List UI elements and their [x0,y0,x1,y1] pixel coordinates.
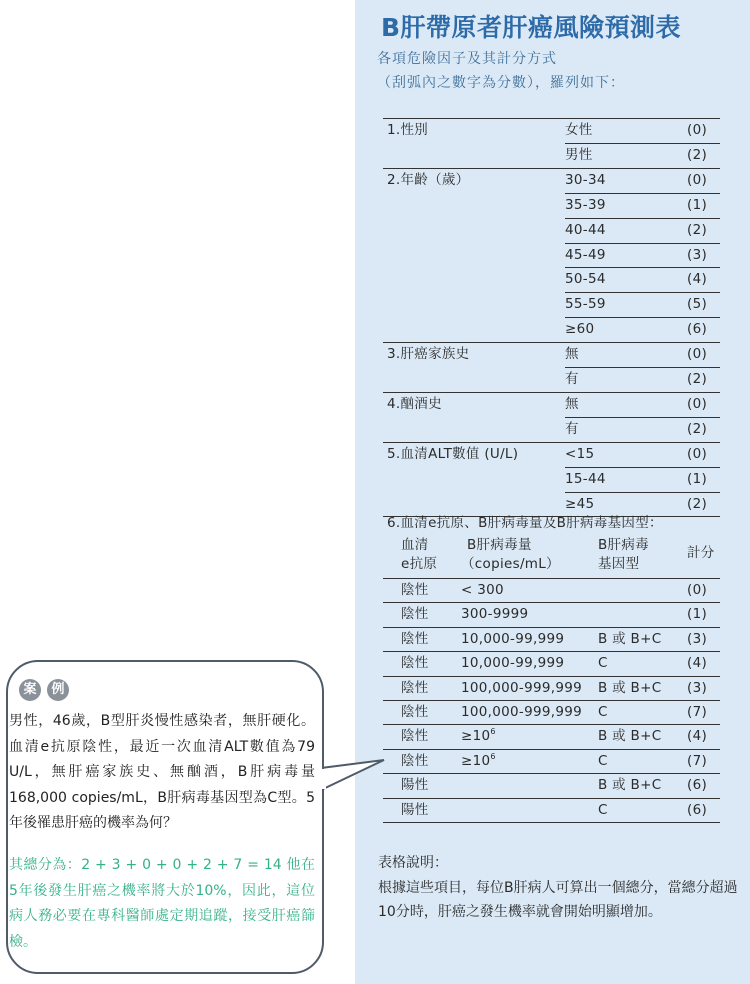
factor-option: 40-44 [565,221,606,238]
factor-option: 30-34 [565,171,606,188]
subtitle-factors: 各項危險因子及其計分方式 [377,51,557,67]
case-description: 男性，46歲，B型肝炎慢性感染者，無肝硬化。血清e抗原陰性，最近一次血清ALT數值為79 U/L，無肝癌家族史、無酗酒，B肝病毒量168,000 copies/mL，B肝病毒基因型為C型。5年後罹患肝癌的機率為何？ [9,713,315,831]
viral-load-cell: 100,000-999,999 [461,704,583,720]
page-title: B肝帶原者肝癌風險預測表 [381,13,682,42]
factor-option: 無 [565,346,579,363]
factor-label-gender: 1.性別 [387,122,429,138]
factor-label-alt: 5.血清ALT數值 (U/L) [387,445,519,462]
antigen-cell: 陰性 [401,728,429,745]
score-cell: (0) [687,582,708,598]
factor-score: (1) [687,196,708,213]
antigen-cell: 陰性 [401,679,429,696]
case-badge-1: 案 [19,679,41,701]
score-cell: (7) [687,704,708,720]
header-viral-load: B肝病毒量 [467,537,532,553]
notes-body: 根據這些項目，每位B肝病人可算出一個總分，當總分超過10分時，肝癌之發生機率就會開始明顯增加。 [378,880,738,920]
antigen-cell: 陽性 [401,777,429,794]
factor-label-virus: 6.血清e抗原、B肝病毒量及B肝病毒基因型： [387,515,663,531]
antigen-cell: 陽性 [401,801,429,818]
factor-score: (0) [687,395,708,412]
score-cell: (7) [687,752,708,769]
factor-score: (5) [687,296,708,313]
genotype-cell: B 或 B+C [598,679,662,696]
score-cell: (3) [687,679,708,696]
factor-option: 女性 [565,122,593,138]
factor-score: (2) [687,221,708,238]
factor-score: (2) [687,495,708,512]
score-cell: (6) [687,801,708,818]
factor-option: 無 [565,395,579,412]
genotype-cell: C [598,655,608,672]
antigen-cell: 陰性 [401,752,429,769]
factor-option: 50-54 [565,271,606,288]
factor-option: 有 [565,371,579,387]
antigen-cell: 陰性 [401,582,429,598]
factor-score: (4) [687,271,708,288]
antigen-cell: 陰性 [401,630,429,647]
factor-score: (1) [687,470,708,487]
case-badge-2: 例 [47,679,69,701]
header-viral-load: （copies/mL） [461,556,560,572]
factor-option: ≥45 [565,495,595,512]
header-genotype: 基因型 [598,556,640,572]
factor-option: 55-59 [565,296,606,313]
viral-load-cell: 100,000-999,999 [461,679,583,696]
factor-score: (2) [687,146,708,163]
factor-score: (0) [687,346,708,363]
factor-score: (2) [687,420,708,437]
genotype-cell: C [598,752,608,769]
load-superscript: 6 [490,727,496,737]
header-antigen: 血清 [401,537,429,553]
score-cell: (1) [687,606,708,623]
genotype-cell: B 或 B+C [598,630,662,647]
load-base: ≥10 [461,752,491,769]
factor-score: (3) [687,246,708,263]
load-superscript: 6 [490,751,496,761]
score-cell: (6) [687,777,708,794]
antigen-cell: 陰性 [401,606,429,623]
factor-label-age: 2.年齡（歲） [387,171,470,188]
header-antigen: e抗原 [401,556,438,572]
factor-label-alcohol: 4.酗酒史 [387,395,442,412]
factor-option: 男性 [565,146,593,163]
antigen-cell: 陰性 [401,704,429,720]
header-genotype: B肝病毒 [598,537,649,553]
factor-score: (0) [687,171,708,188]
score-cell: (4) [687,728,708,745]
genotype-cell: B 或 B+C [598,777,662,794]
factor-option: <15 [565,445,595,462]
genotype-cell: B 或 B+C [598,728,662,745]
genotype-cell: C [598,801,608,818]
load-base: ≥10 [461,728,491,745]
case-answer: 其總分為：2 + 3 + 0 + 0 + 2 + 7 = 14 他在5年後發生肝癌之機率將大於10%，因此，這位病人務必要在專科醫師處定期追蹤，接受肝癌篩檢。 [9,857,315,950]
factor-option: 35-39 [565,196,606,213]
viral-load-cell: 10,000-99,999 [461,655,565,672]
factor-score: (6) [687,321,708,338]
antigen-cell: 陰性 [401,655,429,672]
case-badges [19,679,69,701]
factor-score: (2) [687,371,708,387]
viral-load-cell: < 300 [461,582,504,598]
viral-load-cell: 10,000-99,999 [461,630,565,647]
score-cell: (4) [687,655,708,672]
notes-heading: 表格說明： [378,855,448,871]
genotype-cell: C [598,704,608,720]
factor-option: 15-44 [565,470,606,487]
factor-option: 有 [565,420,579,437]
factor-score: (0) [687,445,708,462]
factor-option: ≥60 [565,321,595,338]
score-cell: (3) [687,630,708,647]
subtitle-note: （刮弧內之數字為分數），羅列如下： [377,75,625,91]
factor-score: (0) [687,122,708,138]
factor-option: 45-49 [565,246,606,263]
header-score: 計分 [687,545,715,561]
viral-load-cell: 300-9999 [461,606,529,623]
factor-label-family: 3.肝癌家族史 [387,346,470,363]
